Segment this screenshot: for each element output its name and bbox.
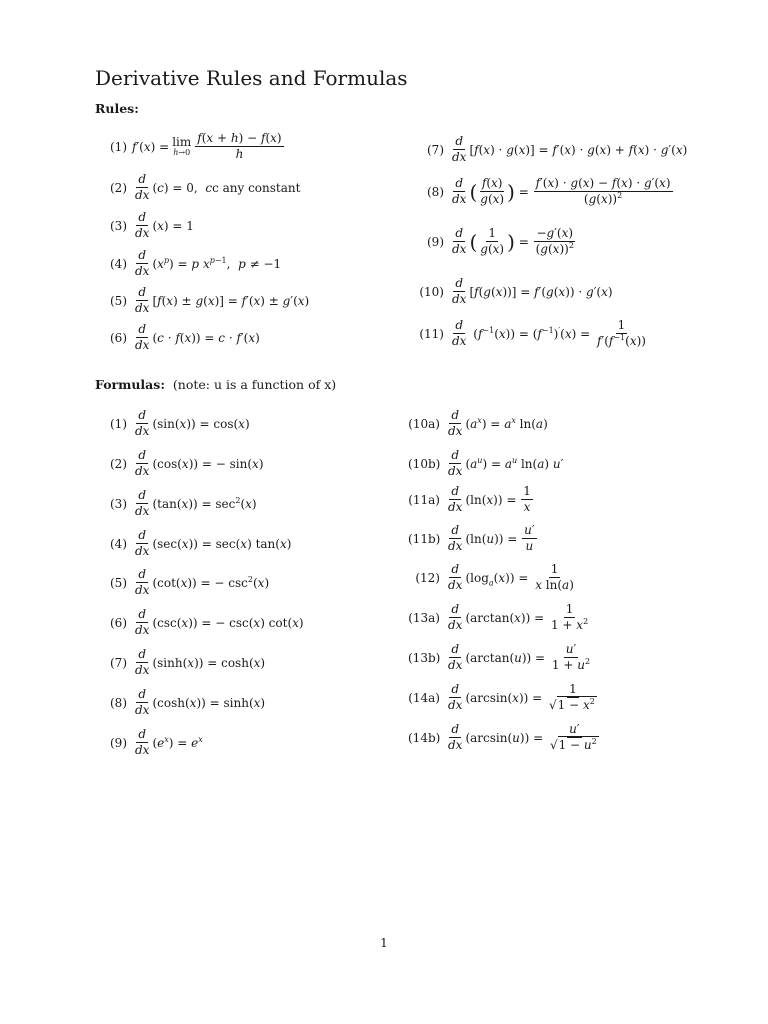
formula-number: (6)	[110, 615, 127, 630]
formula-10a: (10a) $\frac{d}{dx}$ $(a^x) = a^x$ ln(a)	[408, 408, 548, 439]
rule-number: (1)	[110, 139, 127, 154]
rule-7: (7) $\frac{d}{dx}$ [f(x) · g(x)] = f′(x) · g(x) + f(x) · g′(x)	[412, 134, 687, 165]
formula-number: (13a)	[408, 610, 440, 625]
rule-number: (8)	[427, 184, 444, 199]
formula-12: (12) $\frac{d}{dx}$ $(\log_a(x))$ = $\frac{1}{\text{x ln(a)}}$	[408, 562, 577, 593]
rule-number: (3)	[110, 218, 127, 233]
formulas-heading	[95, 377, 336, 392]
formula-5: (5) $\frac{d}{dx}$ (cot(x)) = − $\csc^2(x)$	[103, 567, 269, 598]
rule-number: (5)	[110, 293, 127, 308]
formula-4: (4) $\frac{d}{dx}$ (sec(x)) = sec(x) tan(x)	[103, 528, 291, 559]
formula-14b: (14b) $\frac{d}{dx}$ (arcsin(u)) = $\frac{u'}{√1 - u^2}$	[408, 722, 597, 753]
formulas-heading-label: Formulas:	[95, 377, 165, 392]
formula-number: (9)	[110, 735, 127, 750]
rule-4: (4) $\frac{d}{dx}$ $(x^p) = p$ $x^{p-1}$, p ≠ −1	[103, 248, 281, 279]
formula-number: (14b)	[408, 730, 441, 745]
formula-13a: (13a) $\frac{d}{dx}$ (arctan(x)) = $\frac{1}{1 + x^2}$	[408, 602, 589, 633]
rule-number: (7)	[427, 142, 444, 157]
formula-number: (8)	[110, 695, 127, 710]
rule-2: (2) $\frac{d}{dx}$ (c) = 0, c c any constant	[103, 172, 300, 203]
rule-6: (6) $\frac{d}{dx}$ (c · f(x)) = c · f′(x)	[103, 322, 260, 353]
formula-13b: (13b) $\frac{d}{dx}$ (arctan(u)) = $\frac{u'}{1 + u^2}$	[408, 642, 591, 673]
formula-number: (5)	[110, 575, 127, 590]
formula-number: (11a)	[408, 492, 440, 507]
formula-number: (14a)	[408, 690, 440, 705]
formula-number: (12)	[415, 570, 440, 585]
formula-2: (2) $\frac{d}{dx}$ (cos(x)) = − sin(x)	[103, 448, 264, 479]
rule-number: (2)	[110, 180, 127, 195]
rule-9: (9) $\frac{d}{dx}$ ( $\frac{1}{g(x)}$ ) = $\frac{-g'(x)}{(g(x))^2}$	[412, 226, 577, 257]
page-title: Derivative Rules and Formulas	[95, 66, 408, 90]
formula-10b: (10b) $\frac{d}{dx}$ $(a^u) = a^u$ ln(a) u′	[408, 448, 564, 479]
rule-number: (4)	[110, 256, 127, 271]
rule-number: (6)	[110, 330, 127, 345]
rule-2-note: c any constant	[212, 180, 301, 195]
rules-heading-label: Rules:	[95, 101, 139, 116]
rule-11: (11) $\frac{d}{dx}$ $(f^{-1}(x)) = (f^{-1})'(x)$ = $\frac{1}{f'(f^{-1}(x))}$	[412, 318, 649, 349]
formula-7: (7) $\frac{d}{dx}$ (sinh(x)) = cosh(x)	[103, 647, 265, 678]
formula-number: (2)	[110, 456, 127, 471]
formula-6: (6) $\frac{d}{dx}$ (csc(x)) = − csc(x) cot(x)	[103, 607, 304, 638]
rule-1: (1) f′(x) = lim h→0 $\frac{f(x + h) - f(x)}{h}$	[103, 131, 285, 162]
formula-3: (3) $\frac{d}{dx}$ $(\tan(x)) = \sec^2(x)$	[103, 488, 257, 519]
formula-number: (4)	[110, 536, 127, 551]
formula-number: (13b)	[408, 650, 441, 665]
formula-11a: (11a) $\frac{d}{dx}$ (ln(x)) = $\frac{1}{x}$	[408, 484, 531, 515]
formula-1: (1) $\frac{d}{dx}$ (sin(x)) = cos(x)	[103, 408, 250, 439]
formula-number: (10b)	[408, 456, 441, 471]
rules-heading	[95, 101, 139, 116]
rule-8: (8) $\frac{d}{dx}$ ( $\frac{f(x)}{g(x)}$ ) = $\frac{f'(x) \cdot g(x) - f(x) \cdot g'(x)}{(g(x))^2}$	[412, 176, 674, 207]
page-number: 1	[380, 936, 388, 950]
formula-number: (10a)	[408, 416, 440, 431]
rule-number: (10)	[419, 284, 444, 299]
rule-number: (11)	[419, 326, 444, 341]
formula-8: (8) $\frac{d}{dx}$ (cosh(x)) = sinh(x)	[103, 687, 265, 718]
formula-11b: (11b) $\frac{d}{dx}$ (ln(u)) = $\frac{u'}{u}$	[408, 523, 535, 554]
formula-number: (11b)	[408, 531, 441, 546]
formulas-note: (note: u is a function of x)	[172, 377, 337, 392]
formula-14a: (14a) $\frac{d}{dx}$ (arcsin(x)) = $\frac{1}{√1 - x^2}$	[408, 682, 595, 713]
formula-number: (3)	[110, 496, 127, 511]
rule-3: (3) $\frac{d}{dx}$ (x) = 1	[103, 210, 194, 241]
rule-10: (10) $\frac{d}{dx}$ [f(g(x))] = f′(g(x)) · g′(x)	[412, 276, 613, 307]
formula-number: (7)	[110, 655, 127, 670]
formula-number: (1)	[110, 416, 127, 431]
rule-5: (5) $\frac{d}{dx}$ [f(x) ± g(x)] = f′(x) ± g′(x)	[103, 285, 309, 316]
formula-9: (9) $\frac{d}{dx}$ $(e^x) = e^x$	[103, 727, 203, 758]
rule-number: (9)	[427, 234, 444, 249]
